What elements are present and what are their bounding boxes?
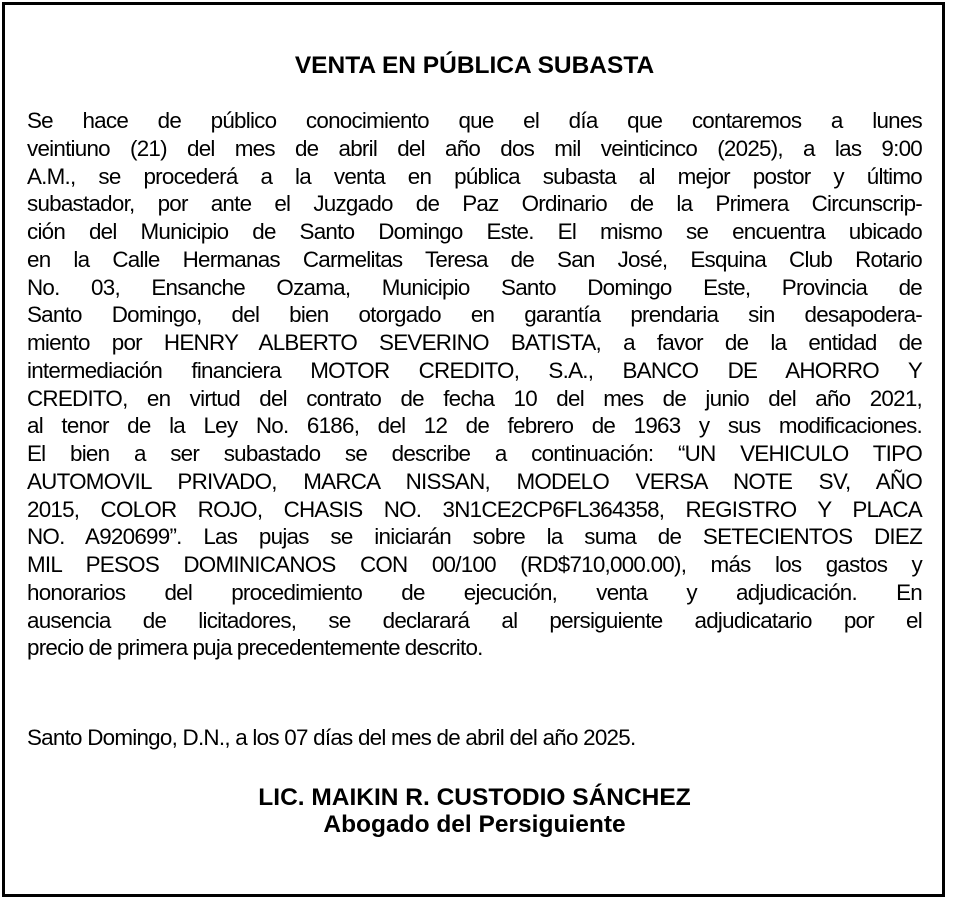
notice-body (27, 107, 922, 662)
body-line: CREDITO, en virtud del contrato de fecha 10 del mes de junio del año 2021, (27, 385, 922, 411)
body-line: NO. A920699”. Las pujas se iniciarán sobre la suma de SETECIENTOS DIEZ (27, 524, 922, 550)
body-line: al tenor de la Ley No. 6186, del 12 de febrero de 1963 y sus modificaciones. (27, 413, 922, 439)
body-line: ausencia de licitadores, se declarará al persiguiente adjudicatario por el (27, 607, 922, 633)
body-line: honorarios del procedimiento de ejecución, venta y adjudicación. En (27, 579, 922, 605)
body-line: miento por HENRY ALBERTO SEVERINO BATISTA, a favor de la entidad de (27, 330, 922, 355)
body-line: A.M., se procederá a la venta en pública subasta al mejor postor y último (27, 163, 922, 189)
body-line: El bien a ser subastado se describe a continuación: “UN VEHICULO TIPO (27, 441, 922, 466)
body-line: Santo Domingo, del bien otorgado en garantía prendaria sin desapodera- (27, 302, 922, 328)
signature-name: LIC. MAIKIN R. CUSTODIO SÁNCHEZ (258, 784, 691, 811)
body-line: ción del Municipio de Santo Domingo Este. El mismo se encuentra ubicado (27, 219, 922, 244)
body-line: AUTOMOVIL PRIVADO, MARCA NISSAN, MODELO VERSA NOTE SV, AÑO (27, 468, 922, 494)
signoff-date: Santo Domingo, D.N., a los 07 días del mes de abril del año 2025. (27, 725, 636, 750)
body-line: intermediación financiera MOTOR CREDITO, S.A., BANCO DE AHORRO Y (27, 357, 922, 383)
body-line: en la Calle Hermanas Carmelitas Teresa de San José, Esquina Club Rotario (27, 246, 922, 272)
body-line: veintiuno (21) del mes de abril del año dos mil veinticinco (2025), a las 9:00 (27, 135, 922, 161)
body-line: 2015, COLOR ROJO, CHASIS NO. 3N1CE2CP6FL364358, REGISTRO Y PLACA (27, 496, 922, 522)
body-line: subastador, por ante el Juzgado de Paz Ordinario de la Primera Circunscrip- (27, 191, 922, 217)
body-line: Se hace de público conocimiento que el día que contaremos a lunes (27, 108, 922, 133)
body-line: No. 03, Ensanche Ozama, Municipio Santo Domingo Este, Provincia de (27, 274, 922, 300)
body-line: precio de primera puja precedentemente descrito. (27, 635, 483, 661)
signature-role: Abogado del Persiguiente (323, 811, 626, 838)
body-line: MIL PESOS DOMINICANOS CON 00/100 (RD$710,000.00), más los gastos y (27, 552, 922, 577)
notice-title: VENTA EN PÚBLICA SUBASTA (294, 52, 655, 79)
